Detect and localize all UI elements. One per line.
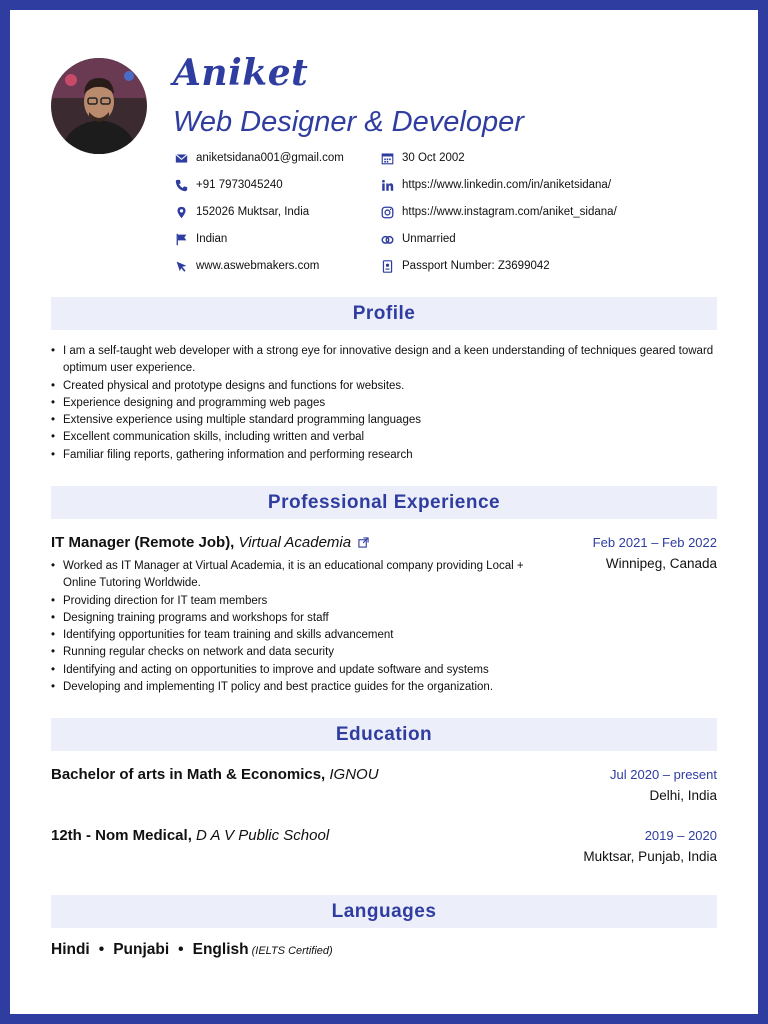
dob-text: 30 Oct 2002 [402, 152, 465, 164]
experience-list [51, 558, 551, 696]
education-school: D A V Public School [196, 827, 330, 844]
education-location: Muktsar, Punjab, India [583, 849, 717, 864]
external-link-icon[interactable] [358, 537, 369, 548]
contact-website[interactable] [175, 258, 319, 274]
language-separator: • [98, 941, 105, 958]
experience-company[interactable]: Virtual Academia [238, 534, 352, 551]
experience-role: IT Manager (Remote Job), [51, 534, 235, 551]
section-languages-heading: Languages [51, 895, 717, 928]
linkedin-icon [381, 179, 394, 192]
profile-photo-icon [51, 58, 147, 154]
list-item: • Familiar filing reports, gathering information and performing research [51, 447, 721, 464]
phone-text: +91 7973045240 [196, 179, 283, 191]
list-item: • Identifying and acting on opportunities to improve and update software and systems [51, 662, 551, 679]
instagram-text: https://www.instagram.com/aniket_sidana/ [402, 206, 617, 218]
person-name: Aniket [173, 52, 309, 94]
contact-dob [381, 150, 465, 166]
experience-location: Winnipeg, Canada [605, 556, 717, 571]
marital-text: Unmarried [402, 233, 456, 245]
list-item: • Running regular checks on network and data security [51, 644, 551, 661]
list-item: • Experience designing and programming web pages [51, 395, 721, 412]
profile-list [51, 343, 721, 464]
website-text: www.aswebmakers.com [196, 260, 320, 272]
section-profile-heading: Profile [51, 297, 717, 330]
list-item: • Providing direction for IT team members [51, 593, 551, 610]
envelope-icon [175, 152, 188, 165]
languages-list [51, 941, 333, 959]
map-pin-icon [175, 206, 188, 219]
list-item: • I am a self-taught web developer with a strong eye for innovative design and a keen understanding of techniques geared toward optimum user experience. [51, 343, 721, 378]
education-dates: Jul 2020 – present [610, 767, 717, 782]
section-education-heading: Education [51, 718, 717, 751]
education-degree: 12th - Nom Medical, [51, 827, 192, 844]
phone-icon [175, 179, 188, 192]
education-degree: Bachelor of arts in Math & Economics, [51, 766, 326, 783]
location-text: 152026 Muktsar, India [196, 206, 310, 218]
nationality-text: Indian [196, 233, 228, 245]
education-school: IGNOU [329, 766, 379, 783]
contact-phone[interactable] [175, 177, 283, 193]
job-title: Web Designer & Developer [173, 106, 524, 138]
contact-email[interactable] [175, 150, 344, 166]
linkedin-text: https://www.linkedin.com/in/aniketsidana/ [402, 179, 612, 191]
contact-nationality [175, 231, 227, 247]
experience-title [51, 534, 369, 551]
education-dates: 2019 – 2020 [644, 828, 717, 843]
contact-location [175, 204, 309, 220]
list-item: • Extensive experience using multiple standard programming languages [51, 412, 721, 429]
contact-passport [381, 258, 550, 274]
contact-marital [381, 231, 456, 247]
language-item: English [192, 941, 249, 958]
language-note: (IELTS Certified) [251, 945, 333, 957]
list-item: • Excellent communication skills, including written and verbal [51, 429, 721, 446]
contact-linkedin[interactable] [381, 177, 611, 193]
email-text: aniketsidana001@gmail.com [196, 152, 344, 164]
language-separator: • [178, 941, 184, 958]
list-item: • Developing and implementing IT policy and best practice guides for the organization. [51, 679, 551, 696]
passport-text: Passport Number: Z3699042 [402, 260, 550, 272]
list-item: • Identifying opportunities for team training and skills advancement [51, 627, 551, 644]
contact-instagram[interactable] [381, 204, 617, 220]
education-location: Delhi, India [649, 788, 717, 803]
cursor-icon [175, 260, 188, 273]
list-item: • Designing training programs and workshops for staff [51, 610, 551, 627]
section-experience-heading: Professional Experience [51, 486, 717, 519]
language-item: Hindi [51, 941, 90, 958]
resume-page [10, 10, 758, 1014]
avatar [51, 58, 147, 154]
education-entry-title [51, 827, 329, 844]
instagram-icon [381, 206, 394, 219]
flag-icon [175, 233, 188, 246]
rings-icon [381, 233, 394, 246]
list-item: • Created physical and prototype designs and functions for websites. [51, 378, 721, 395]
passport-icon [381, 260, 394, 273]
education-entry-title [51, 766, 379, 783]
calendar-icon [381, 152, 394, 165]
list-item: • Worked as IT Manager at Virtual Academia, it is an educational company providing Local + Online Tutoring Worldwide. [51, 558, 551, 593]
language-item: Punjabi [113, 941, 170, 958]
experience-dates: Feb 2021 – Feb 2022 [592, 535, 717, 550]
